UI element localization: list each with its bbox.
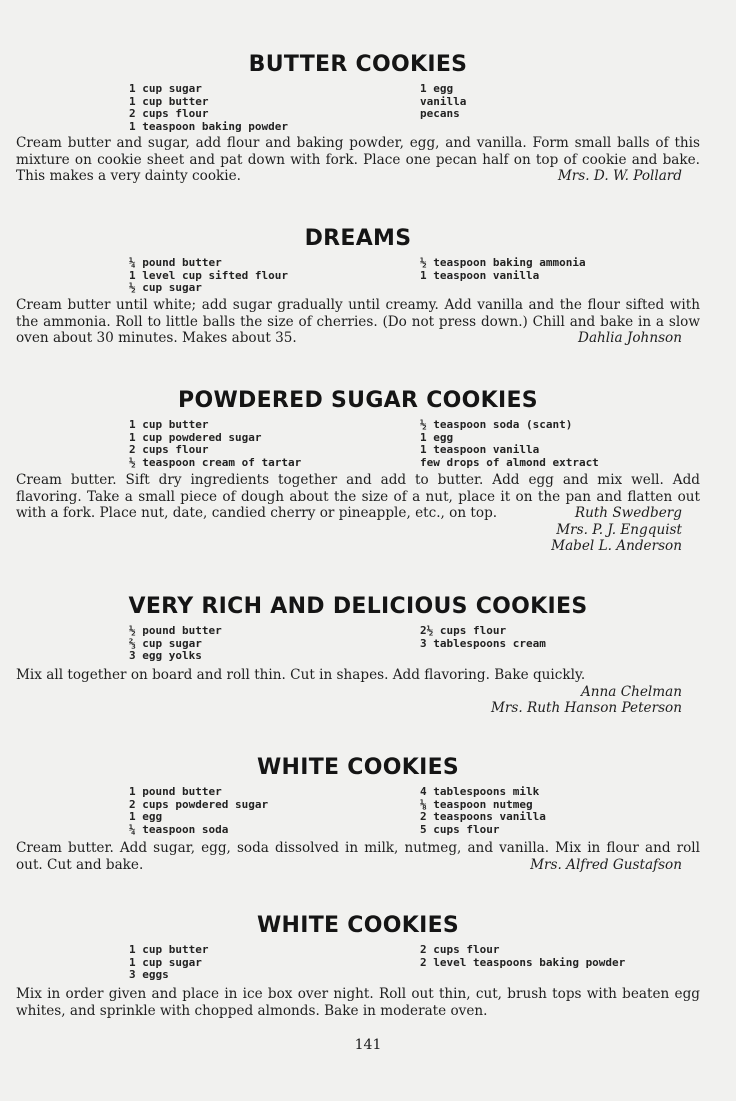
recipe-white-cookies-2 xyxy=(16,913,700,1019)
ingredient: vanilla xyxy=(420,94,467,108)
ingredients xyxy=(16,625,700,667)
ingredients-right xyxy=(420,625,546,650)
recipe-method: Cream butter. Add sugar, egg, soda dissolved in milk, nutmeg, and vanilla. Mix in flour and roll out. Cut and bake. xyxy=(16,840,700,873)
ingredient: 2 level teaspoons baking powder xyxy=(420,955,626,969)
ingredients-left xyxy=(129,625,222,663)
contributor: Mrs. D. W. Pollard xyxy=(557,168,682,185)
ingredient: 3 egg yolks xyxy=(129,649,202,663)
recipe-title: DREAMS xyxy=(304,226,412,251)
recipe-title: WHITE COOKIES xyxy=(256,755,460,780)
ingredient: few drops of almond extract xyxy=(420,455,599,469)
ingredient: 1 teaspoon vanilla xyxy=(420,443,540,457)
ingredient: 1 cup sugar xyxy=(129,82,202,95)
ingredient: 1 cup butter xyxy=(129,943,209,956)
ingredient: 1 cup powdered sugar xyxy=(129,430,262,444)
ingredient: 1 egg xyxy=(420,430,454,444)
ingredient: 1 egg xyxy=(420,82,454,95)
contributor: Mrs. Ruth Hanson Peterson xyxy=(490,700,682,717)
recipe-white-cookies-1 xyxy=(16,755,700,873)
ingredients-left xyxy=(129,257,288,295)
ingredient: 1 pound butter xyxy=(129,785,222,798)
contributor: Mabel L. Anderson xyxy=(551,538,682,555)
ingredients xyxy=(16,83,700,135)
recipe-method: Mix in order given and place in ice box over night. Roll out thin, cut, brush tops with beaten egg whites, and sprinkle with chopped almonds. Bake in moderate oven. xyxy=(16,986,700,1019)
ingredient: 1 cup butter xyxy=(129,418,209,431)
contributor: Ruth Swedberg xyxy=(574,505,682,522)
ingredient: 1 teaspoon baking powder xyxy=(129,119,288,133)
ingredients xyxy=(16,419,700,472)
recipe-title: VERY RICH AND DELICIOUS COOKIES xyxy=(128,594,588,619)
ingredient: ½ teaspoon baking ammonia xyxy=(420,256,586,269)
ingredient: 2½ cups flour xyxy=(420,624,507,637)
ingredient: ½ teaspoon soda (scant) xyxy=(420,418,573,431)
recipe-title: BUTTER COOKIES xyxy=(248,52,468,77)
ingredients-left xyxy=(129,786,268,836)
ingredient: 2 cups powdered sugar xyxy=(129,797,269,811)
ingredient: 3 tablespoons cream xyxy=(420,636,546,650)
ingredient: 2 teaspoons vanilla xyxy=(420,810,546,824)
ingredient: 2 cups flour xyxy=(420,943,500,956)
ingredients-right xyxy=(420,786,546,836)
contributor: Mrs. Alfred Gustafson xyxy=(530,856,682,873)
ingredient: 1 cup sugar xyxy=(129,955,202,969)
ingredients-right xyxy=(420,83,466,121)
ingredient: 1 egg xyxy=(129,810,163,824)
ingredients-left xyxy=(129,83,288,133)
recipe-method: Cream butter and sugar, add flour and baking powder, egg, and vanilla. Form small balls of this mixture on cookie sheet and pat down with fork. Place one pecan half on top of cookie and bake. This makes a very dainty cookie. xyxy=(16,135,700,185)
recipe-title: WHITE COOKIES xyxy=(256,913,460,938)
page-number: 141 xyxy=(354,1037,382,1053)
ingredients-left xyxy=(129,944,208,982)
recipe-title: POWDERED SUGAR COOKIES xyxy=(178,388,538,413)
ingredient: ¼ teaspoon soda xyxy=(129,822,229,836)
recipe-method: Mix all together on board and roll thin. Cut in shapes. Add flavoring. Bake quickly. xyxy=(16,667,586,683)
recipe-powdered-sugar-cookies xyxy=(16,388,700,555)
ingredient: ¼ pound butter xyxy=(129,256,222,269)
ingredients xyxy=(16,944,700,986)
ingredient: 2 cups flour xyxy=(129,107,209,121)
recipe-dreams xyxy=(16,226,700,347)
ingredients-right xyxy=(420,419,599,469)
ingredient: 2 cups flour xyxy=(129,443,209,457)
ingredients xyxy=(16,257,700,297)
contributor: Anna Chelman xyxy=(580,683,682,700)
ingredient: 1 level cup sifted flour xyxy=(129,268,288,282)
ingredient: 1 teaspoon vanilla xyxy=(420,268,540,282)
ingredient: 1 cup butter xyxy=(129,94,209,108)
ingredient: ½ cup sugar xyxy=(129,281,202,295)
ingredient: 5 cups flour xyxy=(420,822,500,836)
ingredient: 3 eggs xyxy=(129,968,169,982)
ingredients-right xyxy=(420,257,586,282)
recipe-method: Cream butter. Sift dry ingredients together and add to butter. Add egg and mix well. Add flavoring. Take a small piece of dough about the size of a nut, place it on the pan and flatten out with a fork. Place nut, date, candied cherry or pineapple, etc., on top. xyxy=(16,472,700,522)
ingredient: ⅔ cup sugar xyxy=(129,636,202,650)
ingredient: pecans xyxy=(420,107,460,121)
ingredient: 4 tablespoons milk xyxy=(420,785,540,798)
contributor: Mrs. P. J. Engquist xyxy=(556,521,682,538)
ingredients-left xyxy=(129,419,301,469)
ingredients xyxy=(16,786,700,840)
recipe-very-rich-cookies xyxy=(16,594,700,717)
ingredient: ½ pound butter xyxy=(129,624,222,637)
recipe-butter-cookies xyxy=(16,52,700,185)
ingredient: ⅛ teaspoon nutmeg xyxy=(420,797,533,811)
recipe-method: Cream butter until white; add sugar gradually until creamy. Add vanilla and the flour sifted with the ammonia. Roll to little balls the size of cherries. (Do not press down.) Chill and bake in a slow oven about 30 minutes. Makes about 35. xyxy=(16,297,700,347)
ingredient: ½ teaspoon cream of tartar xyxy=(129,455,302,469)
ingredients-right xyxy=(420,944,625,969)
contributor: Dahlia Johnson xyxy=(578,330,682,347)
